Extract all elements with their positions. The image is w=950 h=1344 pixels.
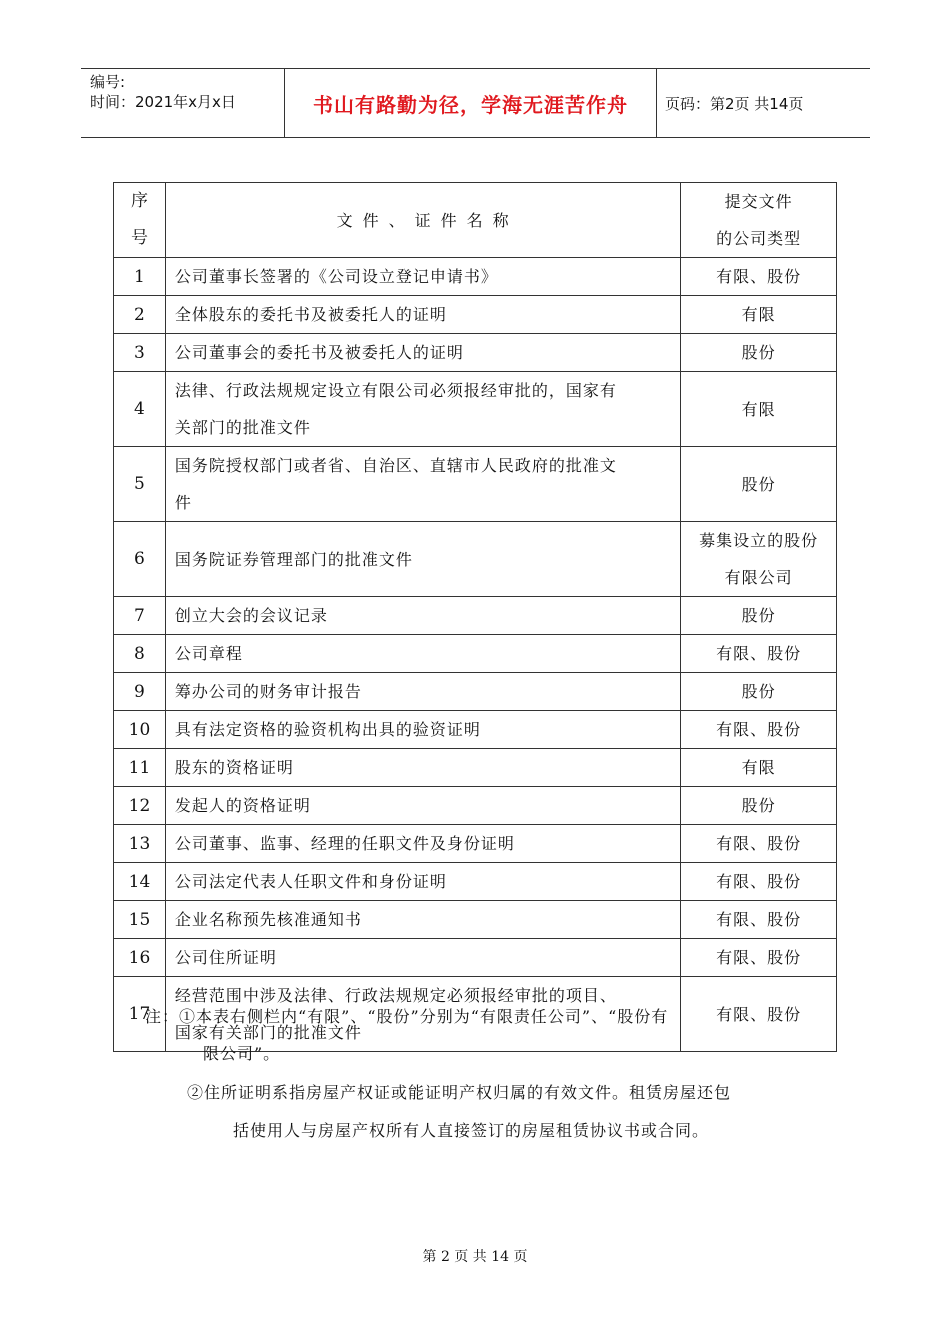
row-company-type: 股份 [681, 597, 837, 635]
row-document-name: 国务院证券管理部门的批准文件 [165, 522, 680, 597]
row-number: 11 [114, 749, 166, 787]
row-number: 14 [114, 863, 166, 901]
row-company-type: 有限、股份 [681, 635, 837, 673]
table-row [114, 901, 837, 939]
row-company-type: 有限、股份 [681, 939, 837, 977]
table-header-row [114, 183, 837, 258]
row-name-line1: 法律、行政法规规定设立有限公司必须报经审批的，国家有 [174, 381, 617, 400]
row-number: 3 [114, 334, 166, 372]
row-company-type [681, 522, 837, 597]
row-company-type: 有限、股份 [681, 825, 837, 863]
row-number: 15 [114, 901, 166, 939]
table-row [114, 711, 837, 749]
header-seq-line2: 号 [130, 228, 148, 248]
row-company-type: 有限 [681, 296, 837, 334]
table-row [114, 334, 837, 372]
table-row [114, 258, 837, 296]
table-row [114, 939, 837, 977]
row-number: 10 [114, 711, 166, 749]
row-number: 6 [114, 522, 166, 597]
row-document-name: 筹办公司的财务审计报告 [165, 673, 680, 711]
table-row [114, 635, 837, 673]
header-type-line2: 的公司类型 [716, 229, 802, 248]
row-number: 1 [114, 258, 166, 296]
row-document-name [165, 372, 680, 447]
row-document-name: 公司董事会的委托书及被委托人的证明 [165, 334, 680, 372]
row-number: 7 [114, 597, 166, 635]
row-number: 16 [114, 939, 166, 977]
row-number: 13 [114, 825, 166, 863]
row-name-line2: 国家有关部门的批准文件 [174, 1023, 362, 1042]
row-company-type: 股份 [681, 334, 837, 372]
table-row [114, 825, 837, 863]
motto: 书山有路勤为径，学海无涯苦作舟 [313, 92, 628, 117]
row-number: 2 [114, 296, 166, 334]
document-date: 时间：2021年x月x日 [90, 93, 236, 111]
row-document-name: 创立大会的会议记录 [165, 597, 680, 635]
table-row [114, 673, 837, 711]
row-document-name: 公司章程 [165, 635, 680, 673]
row-number: 12 [114, 787, 166, 825]
row-document-name: 公司董事长签署的《公司设立登记申请书》 [165, 258, 680, 296]
row-type-line2: 有限公司 [724, 568, 793, 587]
header-type [681, 183, 837, 258]
row-document-name [165, 447, 680, 522]
row-document-name: 全体股东的委托书及被委托人的证明 [165, 296, 680, 334]
row-company-type: 有限、股份 [681, 977, 837, 1052]
row-document-name: 企业名称预先核准通知书 [165, 901, 680, 939]
table-row [114, 787, 837, 825]
header-seq [114, 183, 166, 258]
row-document-name: 公司法定代表人任职文件和身份证明 [165, 863, 680, 901]
row-document-name: 公司住所证明 [165, 939, 680, 977]
header-name: 文件、证件名称 [165, 183, 680, 258]
row-company-type: 股份 [681, 447, 837, 522]
row-number: 9 [114, 673, 166, 711]
row-document-name: 公司董事、监事、经理的任职文件及身份证明 [165, 825, 680, 863]
page-header [81, 68, 870, 138]
row-document-name: 具有法定资格的验资机构出具的验资证明 [165, 711, 680, 749]
note-2-line1: ②住所证明系指房屋产权证或能证明产权归属的有效文件。租赁房屋还包 [187, 1083, 732, 1102]
note-1-line2: 限公司”。 [203, 1044, 281, 1063]
row-number: 5 [114, 447, 166, 522]
row-company-type: 股份 [681, 787, 837, 825]
row-company-type: 有限 [681, 372, 837, 447]
document-number-label: 编号: [90, 73, 126, 91]
header-type-line1: 提交文件 [724, 192, 793, 211]
table-row [114, 863, 837, 901]
row-name-line1: 国务院授权部门或者省、自治区、直辖市人民政府的批准文 [174, 456, 617, 475]
table-row [114, 296, 837, 334]
note-1-line1: 注：①本表右侧栏内“有限”、“股份”分别为“有限责任公司”、“股份有 [145, 1007, 669, 1026]
row-company-type: 有限、股份 [681, 258, 837, 296]
row-type-line1: 募集设立的股份 [699, 531, 819, 550]
documents-table [113, 182, 837, 1052]
table-row [114, 447, 837, 522]
row-document-name: 股东的资格证明 [165, 749, 680, 787]
row-number: 17 [114, 977, 166, 1052]
row-company-type: 有限、股份 [681, 863, 837, 901]
table-row [114, 522, 837, 597]
header-motto-cell [285, 69, 657, 137]
note-2-line2: 括使用人与房屋产权所有人直接签订的房屋租赁协议书或合同。 [233, 1121, 710, 1140]
table-row [114, 597, 837, 635]
header-meta [81, 69, 285, 137]
table-row [114, 372, 837, 447]
header-page-cell [657, 69, 870, 137]
page-footer: 第 2 页 共 14 页 [422, 1249, 528, 1265]
row-document-name: 发起人的资格证明 [165, 787, 680, 825]
row-name-line1: 经营范围中涉及法律、行政法规规定必须报经审批的项目、 [174, 986, 617, 1005]
row-number: 4 [114, 372, 166, 447]
row-company-type: 有限、股份 [681, 901, 837, 939]
row-company-type: 有限、股份 [681, 711, 837, 749]
row-company-type: 有限 [681, 749, 837, 787]
header-seq-line1: 序 [130, 191, 148, 211]
row-number: 8 [114, 635, 166, 673]
row-name-line2: 关部门的批准文件 [174, 418, 311, 437]
page-indicator: 页码：第2页 共14页 [665, 94, 804, 113]
row-company-type: 股份 [681, 673, 837, 711]
row-name-line2: 件 [174, 493, 192, 512]
table-row [114, 749, 837, 787]
